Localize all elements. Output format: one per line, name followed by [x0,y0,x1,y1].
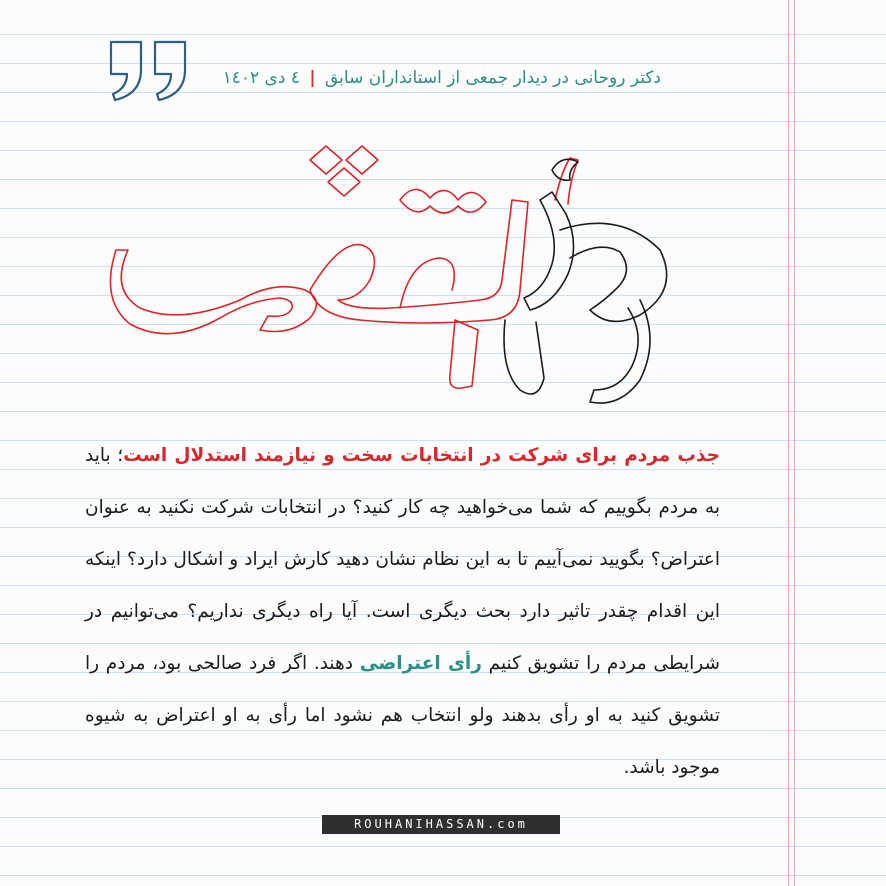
margin-line [794,0,795,886]
body-text-1: ؛ باید به مردم بگوییم که شما می‌خواهید چه کار کنید؟ در انتخابات شرکت نکنید به عنوان اعتراض؟ بگویید نمی‌آییم تا به این نظام نشان دهید کارش ایراد و اشکال دارد؟ اینکه این اقدام چقدر تاثیر دارد بحث دیگری است. آیا راه دیگری نداریم؟ می‌توانیم در شرایطی مردم را تشویق کنیم [85,445,721,674]
headline-calligraphy [100,140,680,420]
margin-line [788,0,789,886]
header-caption [141,68,661,88]
body-paragraph [85,430,720,794]
date-label: ٤ دی ١٤٠٢ [222,68,300,88]
body-text-2: دهند. اگر فرد صالحی بود، مردم را تشویق کنید به او رأی بدهند ولو انتخاب هم نشود اما رأی به او اعتراض به شیوه موجود باشد. [85,653,720,778]
highlight-term: رأی اعتراضی [359,653,482,674]
header-separator: | [309,68,316,88]
highlight-lead: جذب مردم برای شرکت در انتخابات سخت و نیازمند استدلال است [123,445,720,466]
website-label[interactable]: ROUHANIHASSAN.com [322,815,560,834]
speaker-caption: دکتر روحانی در دیدار جمعی از استانداران سابق [325,68,661,88]
